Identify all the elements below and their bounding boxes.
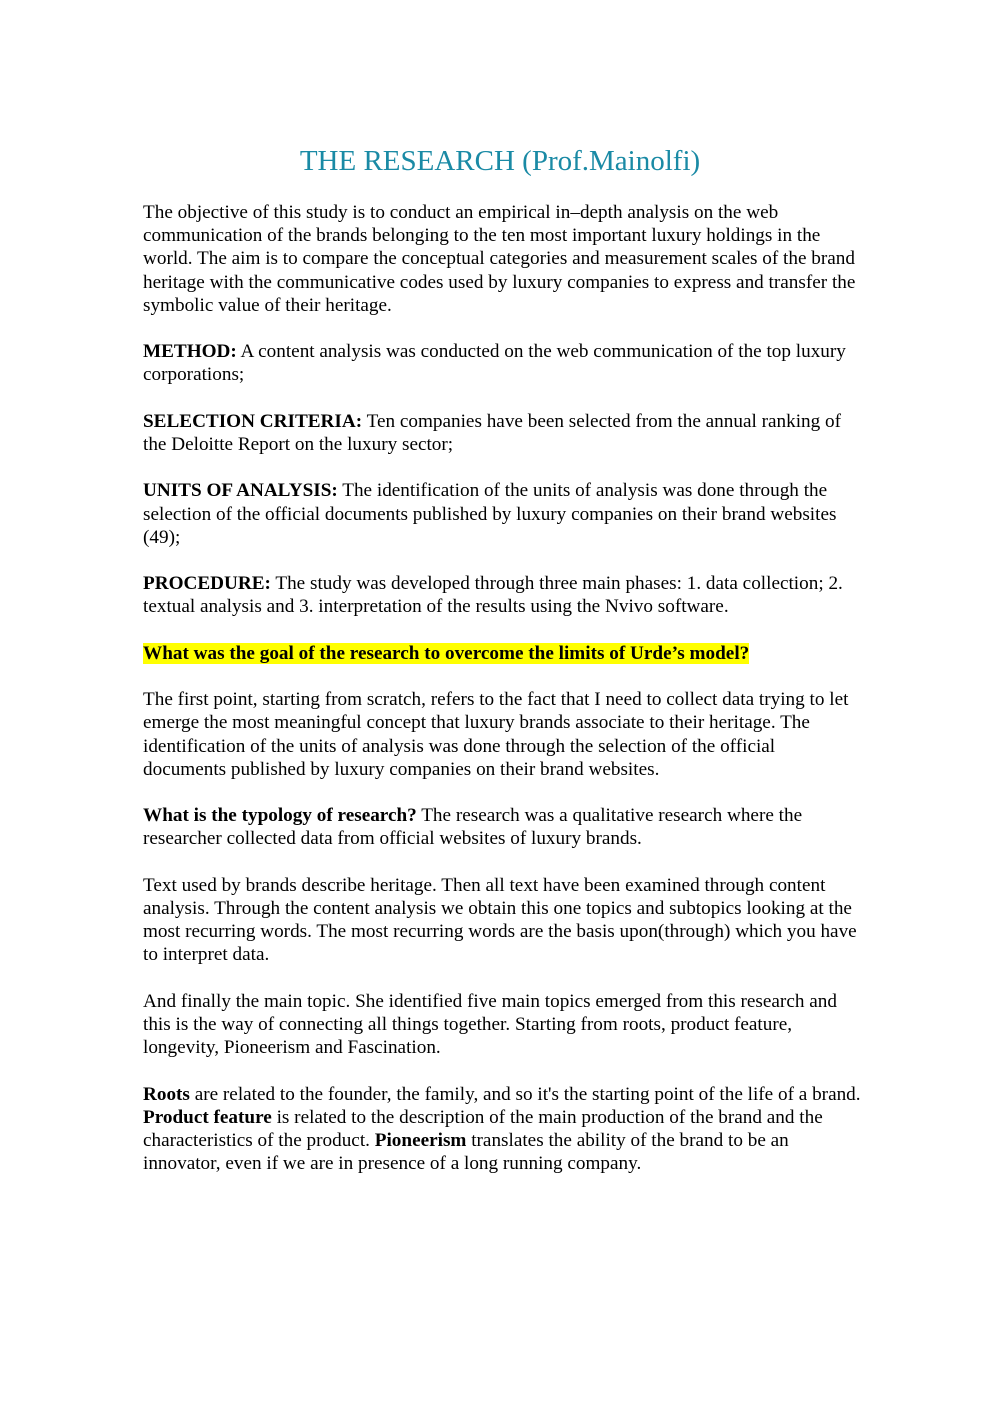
method-text: A content analysis was conducted on the web communication of the top luxury corporations; (143, 341, 846, 386)
method-label: METHOD: (143, 341, 237, 363)
document-body (143, 201, 863, 1199)
finally-paragraph: And finally the main topic. She identified five main topics emerged from this research and this is the way of connecting all things together. Starting from roots, product feature, longevity, Pioneerism and Fascination. (143, 990, 837, 1059)
selection-paragraph (143, 410, 863, 456)
roots-paragraph (143, 1083, 863, 1176)
typology-label: What is the typology of research? (143, 805, 417, 827)
page-title: THE RESEARCH (Prof.Mainolfi) (299, 145, 701, 177)
intro-paragraph: The objective of this study is to conduct an empirical in–depth analysis on the web communication of the brands belonging to the ten most important luxury holdings in the world. The aim is to compare the conceptual categories and measurement scales of the brand heritage with the communicative codes used by luxury companies to express and transfer the symbolic value of their heritage. (143, 202, 856, 316)
first-point-paragraph: The first point, starting from scratch, refers to the fact that I need to collect data trying to let emerge the most meaningful concept that luxury brands associate to their heritage. The identification of the units of analysis was done through the selection of the official documents published by luxury companies on their brand websites. (143, 689, 849, 780)
procedure-text: The study was developed through three main phases: 1. data collection; 2. textual analysis and 3. interpretation of the results using the Nvivo software. (143, 573, 843, 618)
selection-label: SELECTION CRITERIA: (143, 410, 363, 432)
roots-label: Roots (143, 1083, 190, 1105)
units-paragraph (143, 479, 863, 549)
highlighted-question: What was the goal of the research to overcome the limits of Urde’s model? (143, 642, 750, 664)
procedure-paragraph (143, 572, 863, 618)
pioneerism-label: Pioneerism (374, 1129, 467, 1151)
highlight-paragraph (143, 642, 863, 665)
roots-text: are related to the founder, the family, and so it's the starting point of the life of a brand. (189, 1083, 861, 1105)
typology-paragraph (143, 804, 863, 850)
typology-text: The research was a qualitative research where the researcher collected data from official websites of luxury brands. (143, 805, 803, 850)
units-label: UNITS OF ANALYSIS: (143, 480, 338, 502)
pioneerism-text: translates the ability of the brand to be an innovator, even if we are in presence of a long running company. (143, 1129, 789, 1175)
product-feature-label: Product feature (143, 1106, 272, 1128)
text-used-paragraph: Text used by brands describe heritage. Then all text have been examined through content analysis. Through the content analysis we obtain this one topics and subtopics looking at the most recurring words. The most recurring words are the basis upon(through) which you have to interpret data. (143, 874, 857, 966)
units-text: The identification of the units of analysis was done through the selection of the official documents published by luxury companies on their brand websites (49); (143, 480, 837, 548)
method-paragraph (143, 340, 863, 386)
selection-text: Ten companies have been selected from the annual ranking of the Deloitte Report on the luxury sector; (143, 410, 841, 455)
product-feature-text: is related to the description of the main production of the brand and the characteristics of the product. (143, 1106, 823, 1151)
procedure-label: PROCEDURE: (143, 573, 271, 595)
